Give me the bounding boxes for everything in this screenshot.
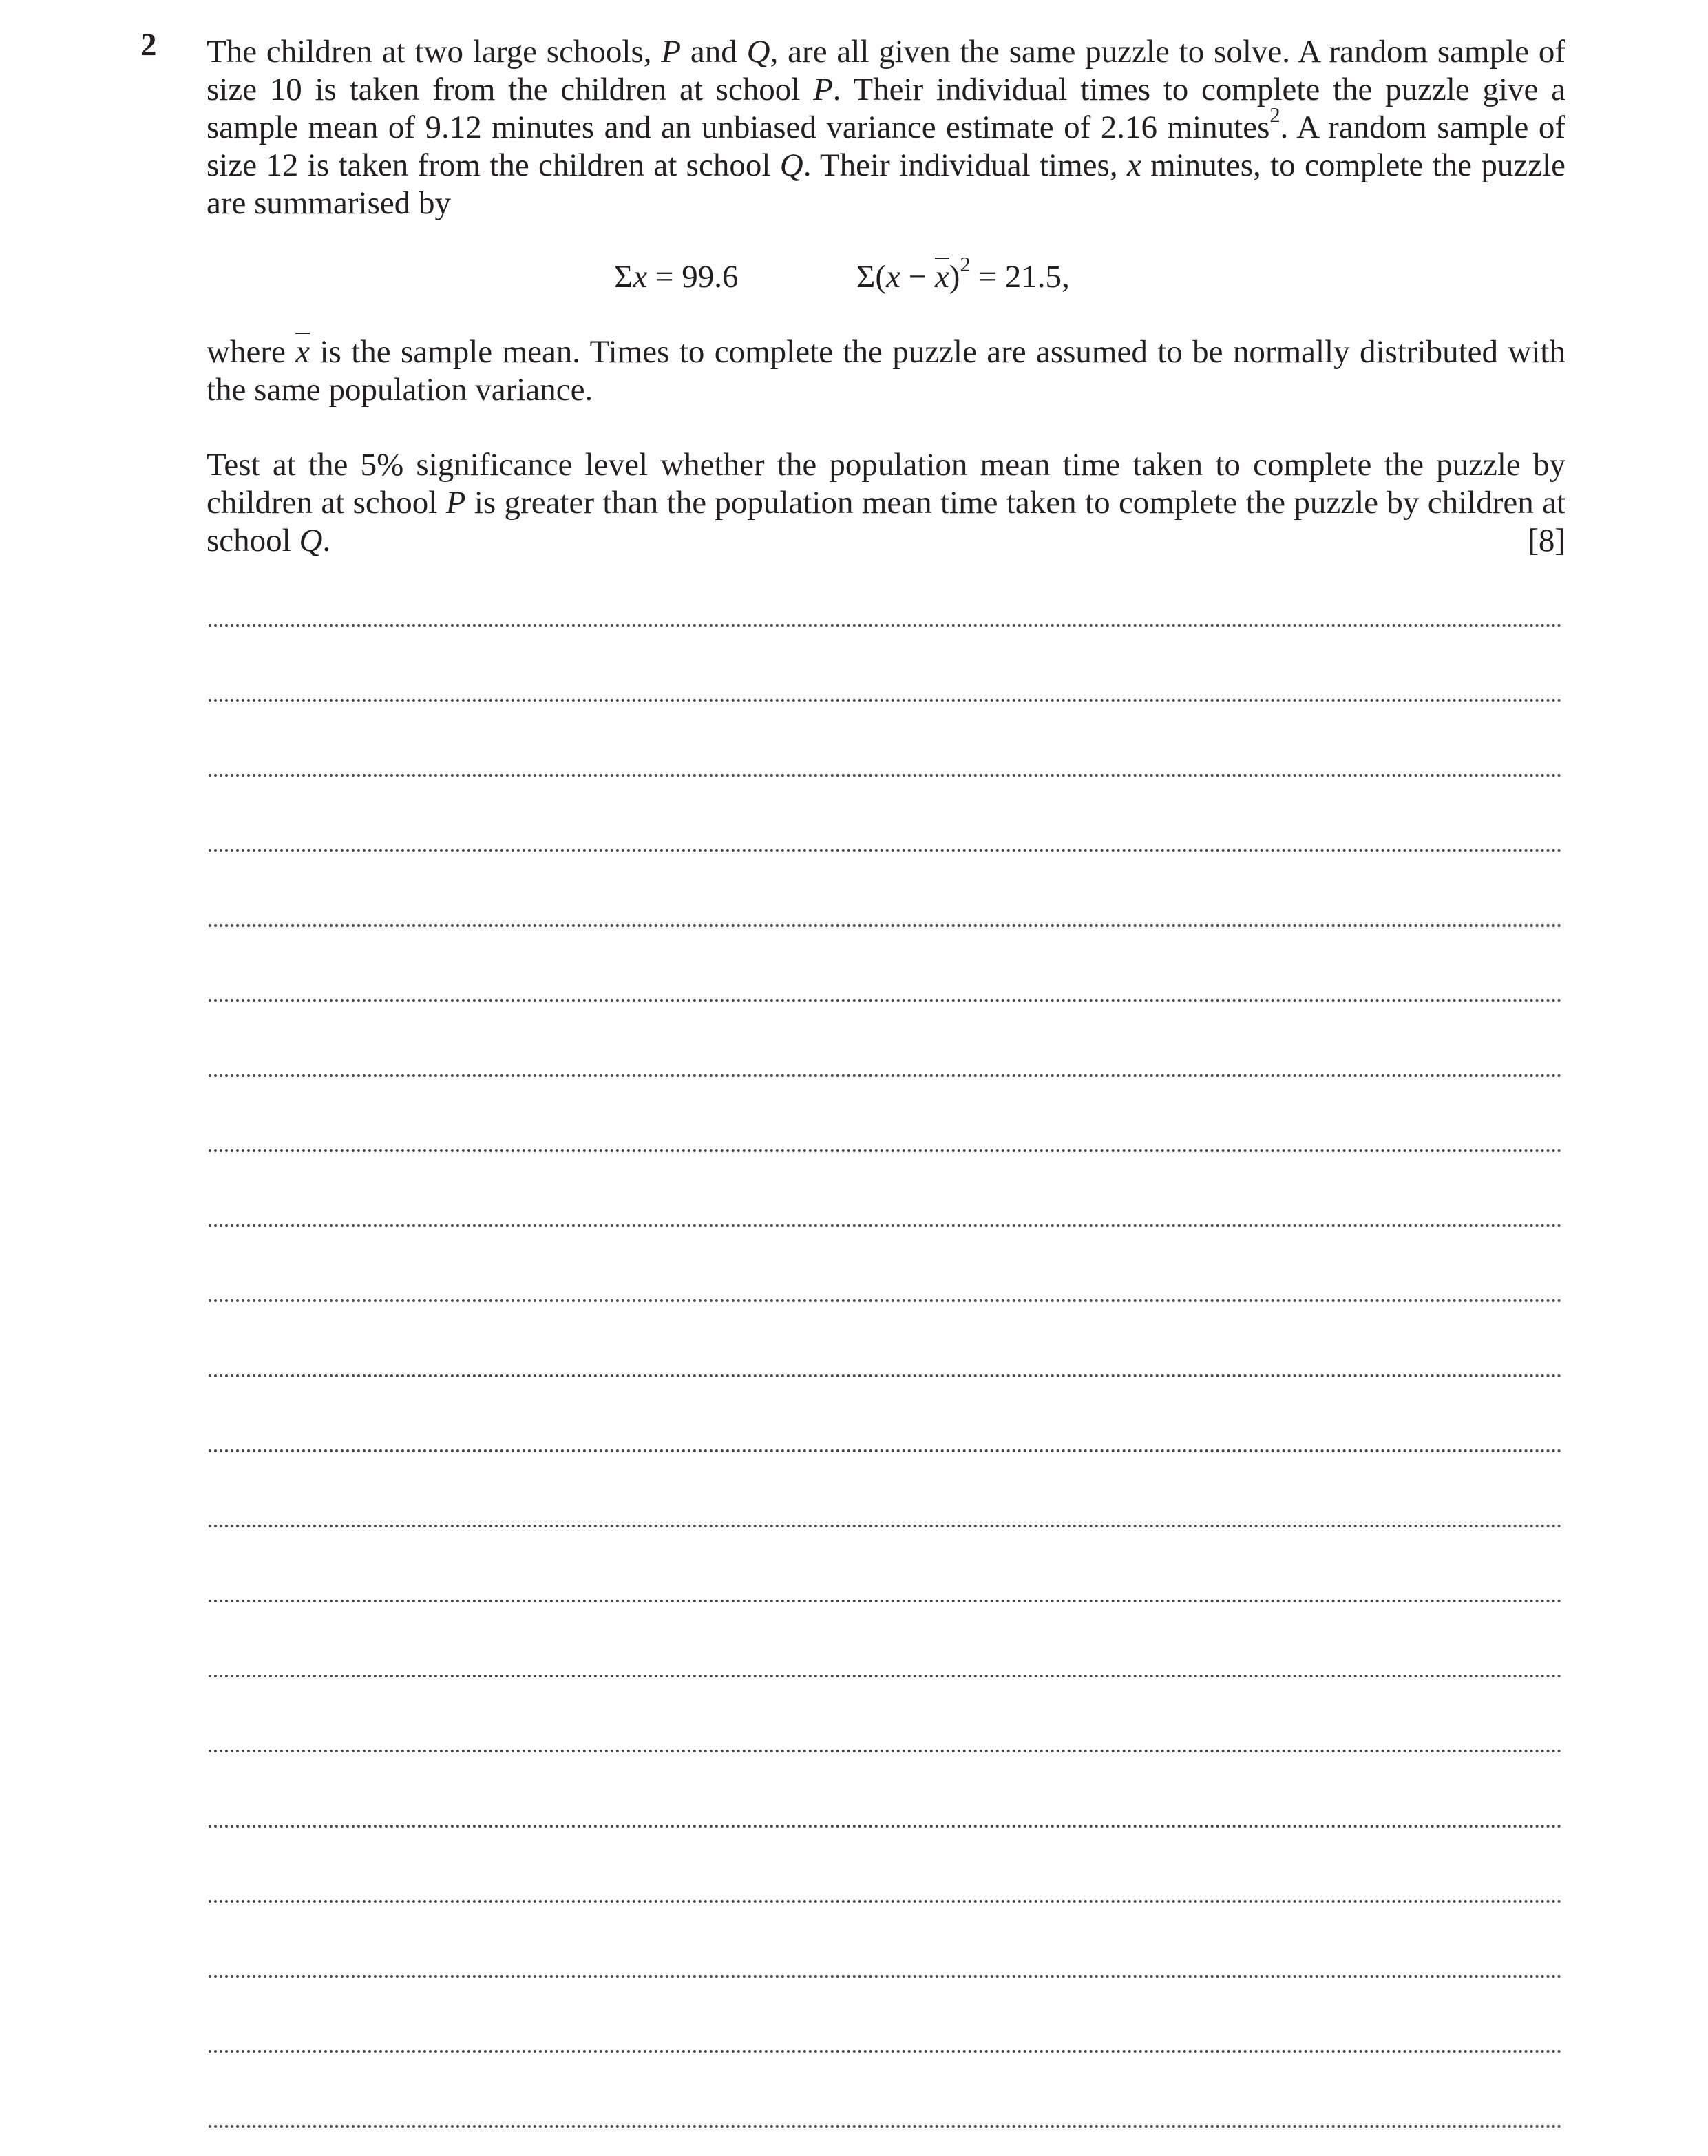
answer-line[interactable]: [209, 924, 1562, 927]
question-number: 2: [140, 27, 157, 63]
answer-line[interactable]: [209, 1374, 1562, 1377]
variable-x: x: [886, 259, 900, 295]
school-p-label: P: [813, 72, 833, 107]
variable-x: x: [1126, 147, 1141, 183]
school-p-label: P: [445, 485, 466, 521]
answer-line[interactable]: [209, 1299, 1562, 1302]
answer-line[interactable]: [209, 1449, 1562, 1452]
answer-line[interactable]: [209, 624, 1562, 627]
sigma-symbol: Σ: [614, 259, 633, 295]
sum-x-formula: [614, 256, 739, 297]
x-bar-symbol: $\overline{x}$: [295, 334, 310, 370]
school-q-label: Q: [746, 34, 770, 70]
answer-line[interactable]: [209, 1074, 1562, 1077]
x-bar-symbol: $\overline{x}$: [934, 259, 949, 295]
sum-squares-value: = 21.5,: [970, 259, 1070, 295]
answer-line[interactable]: [209, 1975, 1562, 1978]
school-p-label: P: [661, 34, 682, 70]
intro-text-3: , are all given the same puzzle to solve. A random sample of size 10 is taken from the children at school: [207, 34, 1565, 107]
intro-text-6: . Their individual times,: [803, 147, 1127, 183]
school-q-label: Q: [299, 523, 323, 558]
sum-x-value: = 99.6: [647, 259, 739, 295]
task-text-1: Test at the 5% significance level whether the population mean time taken to complete the puzzle by children at school: [207, 447, 1565, 521]
answer-line[interactable]: [209, 774, 1562, 777]
answer-line[interactable]: [209, 849, 1562, 852]
square-exponent: 2: [960, 253, 971, 277]
close-paren: ): [949, 259, 960, 295]
answer-line[interactable]: [209, 1750, 1562, 1752]
sum-squares-formula: [856, 253, 1070, 297]
where-clause: [207, 333, 1565, 409]
answer-line[interactable]: [209, 1600, 1562, 1602]
task-text-3: .: [322, 523, 331, 558]
answer-line[interactable]: [209, 2050, 1562, 2053]
question-intro: [207, 33, 1565, 222]
intro-text-1: The children at two large schools,: [207, 34, 662, 70]
intro-text-7: minutes, to complete the puzzle are summarised by: [207, 147, 1565, 221]
minus-sign: −: [900, 259, 935, 295]
variable-x: x: [633, 259, 648, 295]
unit-exponent: 2: [1269, 103, 1280, 127]
intro-text-4: . Their individual times to complete the puzzle give a sample mean of 9.12 minutes and an unbiased variance estimate of 2.16 minutes: [207, 72, 1565, 145]
answer-line[interactable]: [209, 1675, 1562, 1677]
intro-text-2: and: [681, 34, 747, 70]
answer-line[interactable]: [209, 1525, 1562, 1527]
where-text-2: is the sample mean. Times to complete the puzzle are assumed to be normally distributed with the same population variance.: [207, 334, 1565, 408]
answer-line[interactable]: [209, 699, 1562, 702]
task-statement: [207, 446, 1565, 560]
answer-line[interactable]: [209, 1149, 1562, 1152]
task-text-2: is greater than the population mean time taken to complete the puzzle by children at school: [207, 485, 1566, 558]
school-q-label: Q: [779, 147, 803, 183]
answer-line[interactable]: [209, 1825, 1562, 1828]
answer-line[interactable]: [209, 2125, 1562, 2128]
answer-line[interactable]: [209, 999, 1562, 1002]
intro-text-5: . A random sample of size 12 is taken from the children at school: [207, 109, 1565, 183]
answer-line[interactable]: [209, 1900, 1562, 1903]
summary-formulas: [0, 253, 1708, 297]
sigma-open-paren: Σ(: [856, 259, 887, 295]
marks-allocation: [8]: [1528, 523, 1565, 558]
where-text-1: where: [207, 334, 296, 370]
answer-line[interactable]: [209, 1224, 1562, 1227]
